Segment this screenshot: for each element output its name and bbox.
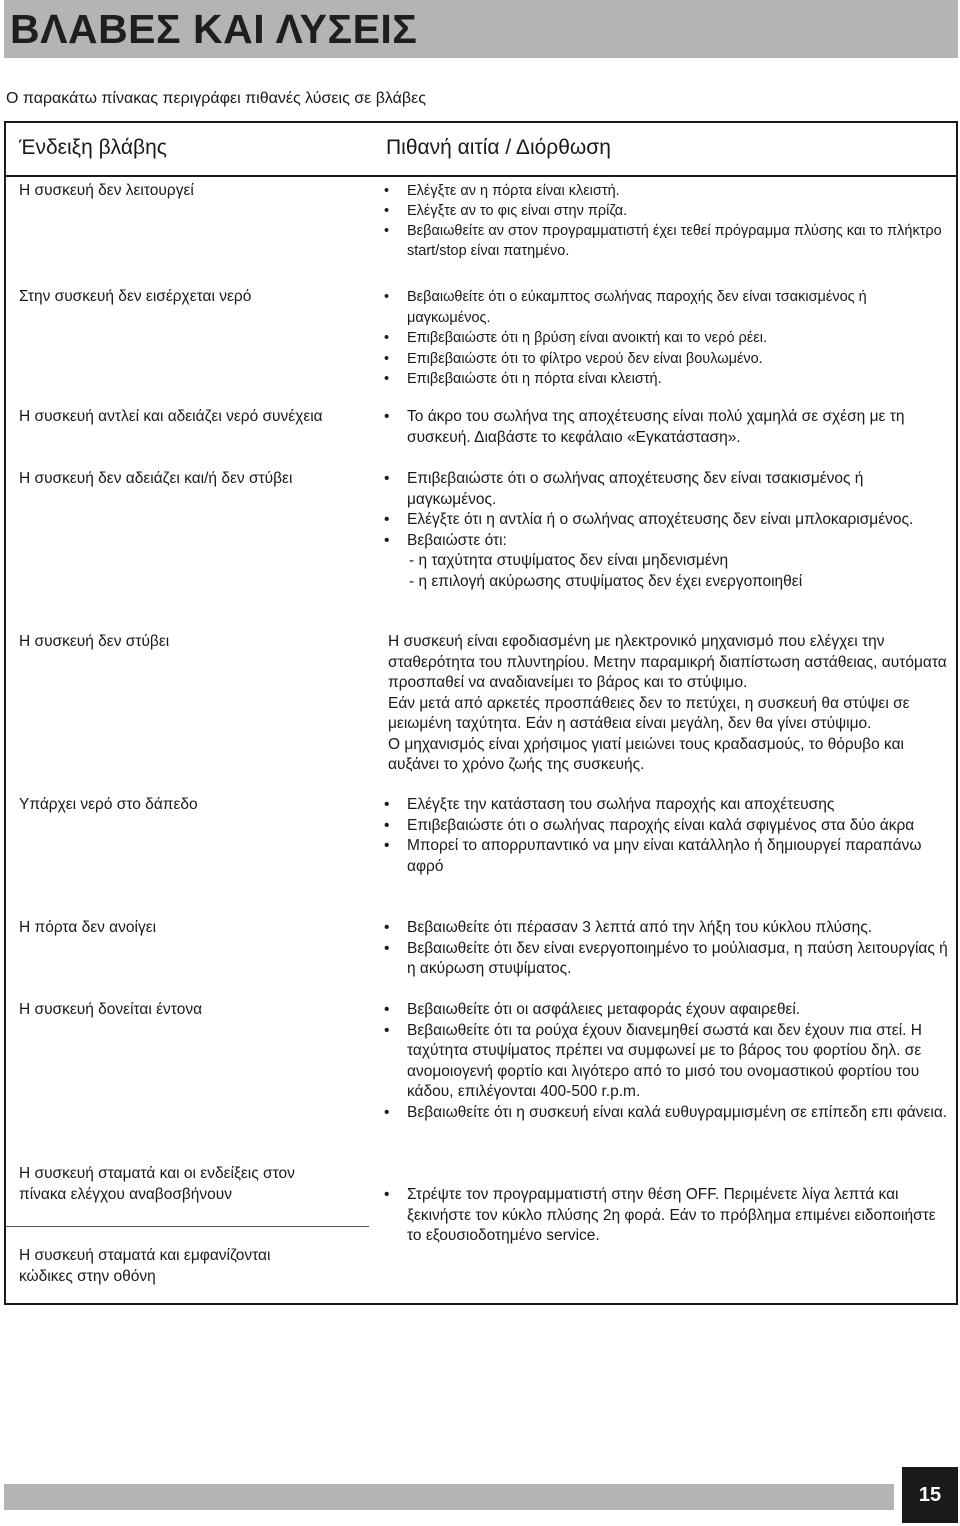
fix-item: • Επιβεβαιώστε ότι η βρύση είναι ανοικτή και το νερό ρέει.	[378, 328, 950, 349]
fix-cell	[378, 918, 950, 980]
fault-cell: Η συσκευή δεν αδειάζει και/ή δεν στύβει	[19, 470, 293, 487]
fix-item: • Στρέψτε τον προγραμματιστή στην θέση OFF. Περιμένετε λίγα λεπτά και ξεκινήστε τον κύκλο πλύσης 2η φορά. Εάν το πρόβλημα επιμένει ειδοποιήστε το εξουσιοδοτημένο service.	[378, 1185, 950, 1247]
sub-item: - η ταχύτητα στυψίματος δεν είναι μηδενισμένη	[409, 552, 729, 569]
fix-cell	[378, 469, 950, 592]
fix-cell	[378, 287, 950, 390]
header-fault: Ένδειξη βλάβης	[19, 136, 167, 159]
fix-item: • Ελέγξτε ότι η αντλία ή ο σωλήνας αποχέτευσης δεν είναι μπλοκαρισμένος.	[378, 510, 950, 531]
fix-cell	[388, 632, 950, 776]
fix-item: • Ελέγξτε αν το φις είναι στην πρίζα.	[378, 201, 950, 221]
fix-item: • Βεβαιωθείτε ότι οι ασφάλειες μεταφοράς έχουν αφαιρεθεί.	[378, 1000, 950, 1021]
fix-cell	[378, 407, 950, 448]
footer-bar	[4, 1484, 894, 1510]
fix-item: • Επιβεβαιώστε ότι ο σωλήνας παροχής είναι καλά σφιγμένος στα δύο άκρα	[378, 816, 950, 837]
fault-cell: Η συσκευή αντλεί και αδειάζει νερό συνέχεια	[19, 408, 323, 425]
intro-text: Ο παρακάτω πίνακας περιγράφει πιθανές λύσεις σε βλάβες	[6, 90, 426, 107]
fix-item: • Βεβαιωθείτε ότι δεν είναι ενεργοποιημένο το μούλιασμα, η παύση λειτουργίας ή η ακύρωση στυψίματος.	[378, 939, 950, 980]
fix-item: • Ελέγξτε την κατάσταση του σωλήνα παροχής και αποχέτευσης	[378, 795, 950, 816]
fix-cell	[378, 795, 950, 877]
fix-item: • Επιβεβαιώστε ότι το φίλτρο νερού δεν είναι βουλωμένο.	[378, 349, 950, 370]
fix-item: • Επιβεβαιώστε ότι η πόρτα είναι κλειστή.	[378, 369, 950, 390]
fault-cell: Η συσκευή δεν στύβει	[19, 633, 170, 650]
page-number: 15	[902, 1467, 958, 1523]
fix-cell	[378, 1185, 950, 1247]
fault-cell: Η συσκευή σταματά και εμφανίζονται κώδικες στην οθόνη	[19, 1247, 271, 1285]
fix-item: • Βεβαιωθείτε ότι τα ρούχα έχουν διανεμηθεί σωστά και δεν έχουν πια στεί. Η ταχύτητα στυψίματος πρέπει να συμφωνεί με το βάρος του φορτίου δηλ. σε ανομοιογενή φορτίο και λιγότερο από το μισό του ονομαστικού φορτίου του κάδου, επιλέγονται 400-500 r.p.m.	[378, 1021, 950, 1103]
fix-item: • Το άκρο του σωλήνα της αποχέτευσης είναι πολύ χαμηλά σε σχέση με τη συσκευή. Διαβάστε το κεφάλαιο «Εγκατάσταση».	[378, 407, 950, 448]
fault-cell: Η συσκευή δονείται έντονα	[19, 1001, 203, 1018]
cell-divider	[6, 1226, 369, 1227]
fault-cell: Στην συσκευή δεν εισέρχεται νερό	[19, 288, 252, 305]
fix-paragraph: Ο μηχανισμός είναι χρήσιμος γιατί μειώνει τους κραδασμούς, το θόρυβο και αυξάνει το χρόνο ζωής της συσκευής.	[388, 735, 904, 773]
fix-paragraph: Η συσκευή είναι εφοδιασμένη με ηλεκτρονικό μηχανισμό που ελέγχει την σταθερότητα του πλυντηρίου. Μετην παραμικρή διαπίστωση αστάθειας, αυτόματα προσπαθεί να αναδιανείμει το βάρος και το στύψιμο.	[388, 633, 947, 691]
fix-paragraph: Εάν μετά από αρκετές προσπάθειες δεν το πετύχει, η συσκευή θα στύψει σε μειωμένη ταχύτητα. Εάν η αστάθεια είναι μεγάλη, δεν θα γίνει στύψιμο.	[388, 694, 910, 732]
sub-item: - η επιλογή ακύρωσης στυψίματος δεν έχει ενεργοποιηθεί	[409, 572, 803, 590]
fix-item: • Βεβαιωθείτε ότι η συσκευή είναι καλά ευθυγραμμισμένη σε επίπεδη επι φάνεια.	[378, 1103, 950, 1124]
fault-cell: Η πόρτα δεν ανοίγει	[19, 919, 157, 936]
header-fix: Πιθανή αιτία / Διόρθωση	[386, 136, 611, 159]
fault-cell: Υπάρχει νερό στο δάπεδο	[19, 796, 198, 813]
fault-cell: Η συσκευή δεν λειτουργεί	[19, 182, 194, 199]
fix-item: • Βεβαιωθείτε ότι ο εύκαμπτος σωλήνας παροχής δεν είναι τσακισμένος ή μαγκωμένος.	[378, 287, 950, 328]
fix-item: • Ελέγξτε αν η πόρτα είναι κλειστή.	[378, 181, 950, 201]
header-divider	[6, 175, 956, 177]
fix-cell	[378, 181, 950, 261]
page-title: ΒΛΑΒΕΣ ΚΑΙ ΛΥΣΕΙΣ	[10, 6, 418, 52]
fault-cell: Η συσκευή σταματά και οι ενδείξεις στον πίνακα ελέγχου αναβοσβήνουν	[19, 1165, 295, 1203]
troubleshooting-table	[4, 121, 958, 1305]
fix-item: • Μπορεί το απορρυπαντικό να μην είναι κατάλληλο ή δημιουργεί παραπάνω αφρό	[378, 836, 950, 877]
fix-item: • Βεβαιώστε ότι:	[378, 531, 950, 552]
fix-item: • Βεβαιωθείτε ότι πέρασαν 3 λεπτά από την λήξη του κύκλου πλύσης.	[378, 918, 950, 939]
fix-item: • Βεβαιωθείτε αν στον προγραμματιστή έχει τεθεί πρόγραμμα πλύσης και το πλήκτρο start/stop είναι πατημένο.	[378, 221, 950, 261]
fix-item: • Επιβεβαιώστε ότι ο σωλήνας αποχέτευσης δεν είναι τσακισμένος ή μαγκωμένος.	[378, 469, 950, 510]
fix-cell	[378, 1000, 950, 1123]
title-bar	[4, 0, 958, 58]
